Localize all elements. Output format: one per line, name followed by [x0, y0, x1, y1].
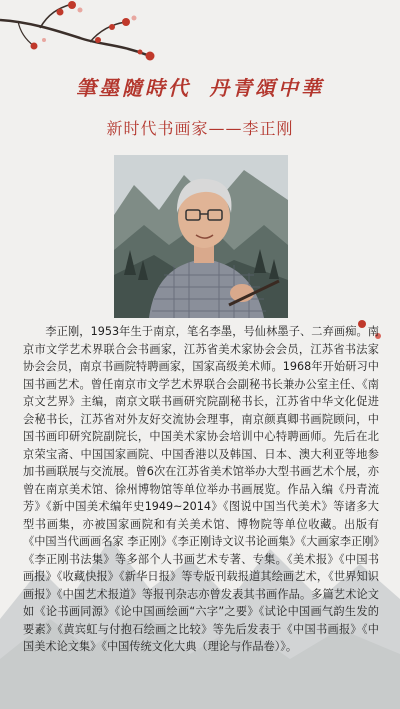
- poster-title: [0, 72, 400, 101]
- poster-subtitle: 新时代书画家——李正刚: [106, 119, 294, 138]
- title-right: 丹青頌中華: [209, 76, 324, 100]
- title-left: 筆墨隨時代: [76, 76, 191, 100]
- artist-portrait-photo: [114, 155, 288, 318]
- plum-blossom-branch-icon: [0, 0, 170, 70]
- artist-biography: 李正刚，1953年生于南京，笔名李墨，号仙林墨子、二弃画痴。南京市文学艺术界联合会书画家，江苏省美术家协会会员，江苏省书法家协会会员，南京书画院特聘画家，国家高级美术师。1968年开始研习中国书画艺术。曾任南京市文学艺术界联合会副秘书长兼办公室主任、《南京文艺界》主编，南京文联书画研究院副秘书长，江苏省中华文化促进会秘书长，江苏省对外友好交流协会理事，南京颜真卿书画院顾问，中国书画印研究院副院长，中国美术家协会培训中心特聘画师。先后在北京荣宝斋、中国国家画院、中国香港以及韩国、日本、澳大利亚等地参加书画联展与交流展。曾6次在江苏省美术馆举办大型书画艺术个展，亦曾在南京美术馆、徐州博物馆等单位举办书画展览。作品入编《丹青流芳》《新中国美术编年史1949~2014》《图说中国当代美术》等诸多大型书画集，亦被国家画院和有关美术馆、博物院等单位收藏。出版有《中国当代画画名家 李正刚》《李正刚诗文议书论画集》《大画家李正刚》《李正刚书法集》等多部个人书画艺术专著、专集。《美术报》《中国书画报》《收藏快报》《新华日报》等专版刊载报道其绘画艺术，《世界知识画报》《中国艺术报道》等报刊杂志亦曾发表其书画作品。多篇艺术论文如《论书画同源》《论中国画绘画“六字”之要》《试论中国画气韵生发的要素》《黄宾虹与付抱石绘画之比较》等先后发表于《中国书画报》《中国美术论文集》《中国传统文化大典（理论与作品卷）》。: [23, 325, 379, 653]
